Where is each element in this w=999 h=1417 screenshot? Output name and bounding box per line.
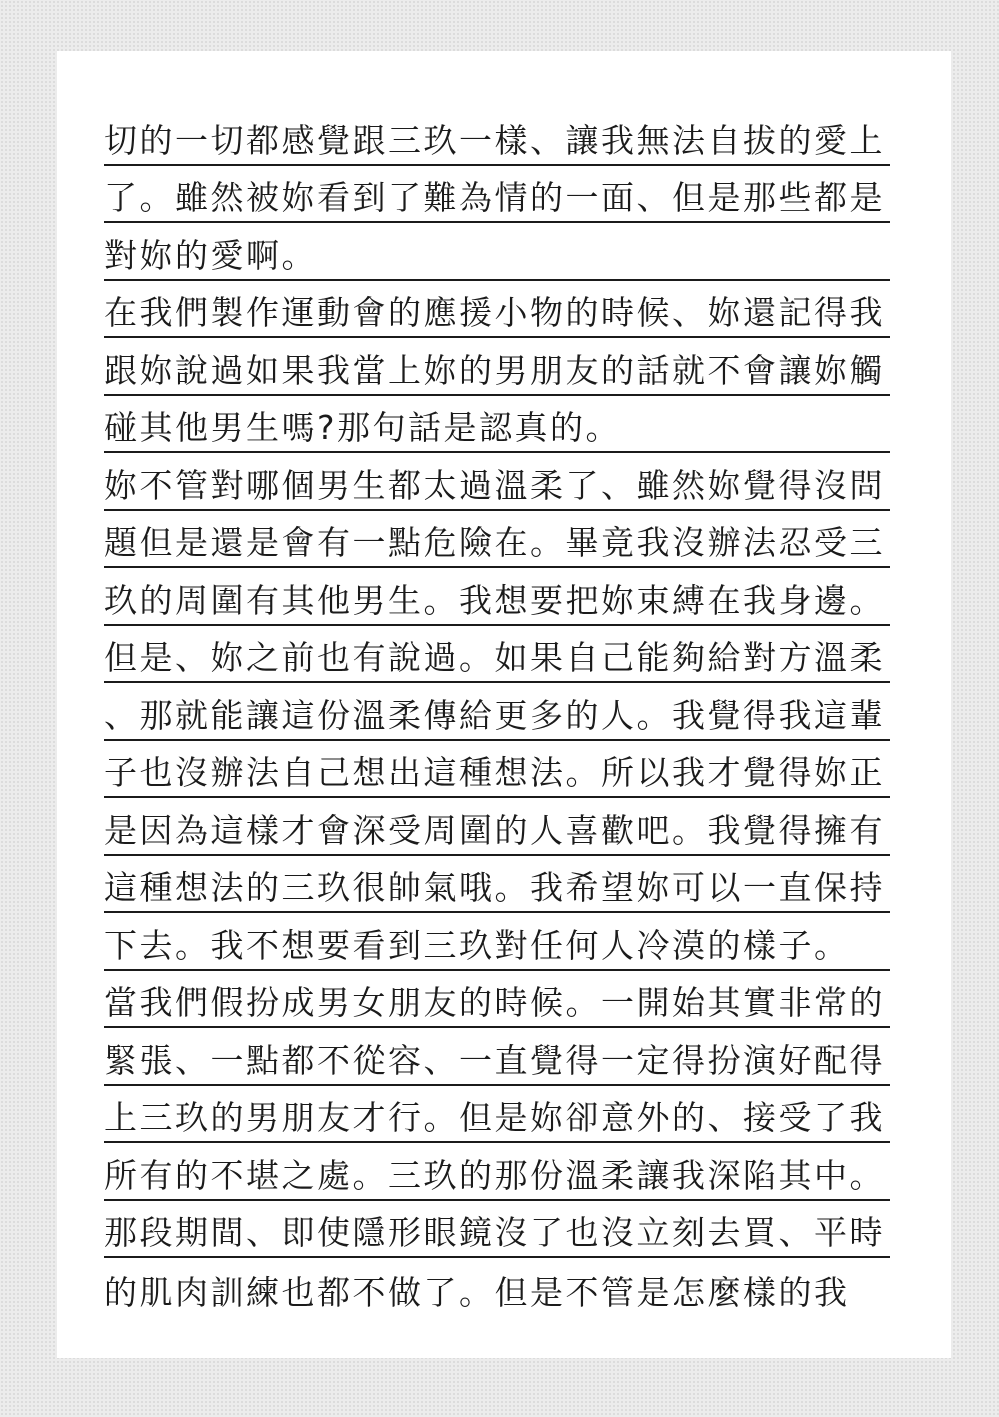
letter-line-6: 碰其他男生嗎?那句話是認真的。: [104, 396, 890, 454]
letter-line-13: 是因為這樣才會深受周圍的人喜歡吧。我覺得擁有: [104, 798, 890, 856]
letter-line-20: 那段期間、即使隱形眼鏡沒了也沒立刻去買、平時: [104, 1201, 890, 1259]
letter-line-5: 跟妳說過如果我當上妳的男朋友的話就不會讓妳觸: [104, 338, 890, 396]
letter-line-7: 妳不管對哪個男生都太過溫柔了、雖然妳覺得沒問: [104, 453, 890, 511]
letter-line-15: 下去。我不想要看到三玖對任何人冷漠的樣子。: [104, 913, 890, 971]
letter-paper: [57, 51, 951, 1358]
letter-line-16: 當我們假扮成男女朋友的時候。一開始其實非常的: [104, 971, 890, 1029]
letter-line-4: 在我們製作運動會的應援小物的時候、妳還記得我: [104, 281, 890, 339]
letter-line-8: 題但是還是會有一點危險在。畢竟我沒辦法忍受三: [104, 511, 890, 569]
letter-line-2: 了。雖然被妳看到了難為情的一面、但是那些都是: [104, 166, 890, 224]
letter-line-21: 的肌肉訓練也都不做了。但是不管是怎麼樣的我: [104, 1272, 850, 1312]
letter-line-18: 上三玖的男朋友才行。但是妳卻意外的、接受了我: [104, 1086, 890, 1144]
letter-line-19: 所有的不堪之處。三玖的那份溫柔讓我深陷其中。: [104, 1143, 890, 1201]
letter-text-block: [104, 108, 890, 1316]
letter-line-1: 切的一切都感覺跟三玖一樣、讓我無法自拔的愛上: [104, 108, 890, 166]
letter-line-17: 緊張、一點都不從容、一直覺得一定得扮演好配得: [104, 1028, 890, 1086]
letter-line-12: 子也沒辦法自己想出這種想法。所以我才覺得妳正: [104, 741, 890, 799]
letter-line-3: 對妳的愛啊。: [104, 223, 890, 281]
letter-line-9: 玖的周圍有其他男生。我想要把妳束縛在我身邊。: [104, 568, 890, 626]
letter-line-14: 這種想法的三玖很帥氣哦。我希望妳可以一直保持: [104, 856, 890, 914]
letter-line-10: 但是、妳之前也有說過。如果自己能夠給對方溫柔: [104, 626, 890, 684]
letter-line-11: 、那就能讓這份溫柔傳給更多的人。我覺得我這輩: [104, 683, 890, 741]
